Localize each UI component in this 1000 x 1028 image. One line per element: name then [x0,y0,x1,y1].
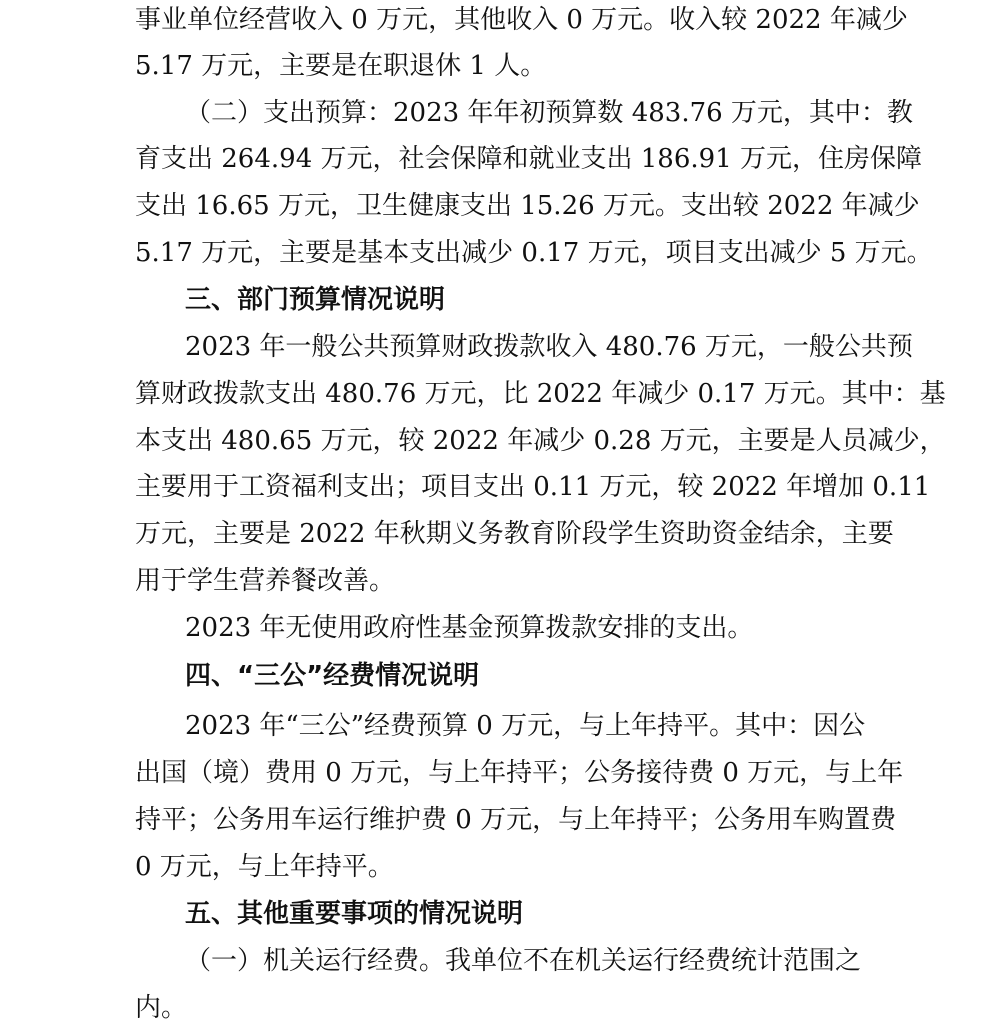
text-line: 出国（境）费用 0 万元，与上年持平；公务接待费 0 万元，与上年 [135,758,904,788]
text-line: 育支出 264.94 万元，社会保障和就业支出 186.91 万元，住房保障 [135,144,923,174]
text-line: 算财政拨款支出 480.76 万元，比 2022 年减少 0.17 万元。其中：基 [135,379,946,409]
text-line: 2023 年一般公共预算财政拨款收入 480.76 万元，一般公共预 [185,332,913,362]
section-heading: 四、“三公”经费情况说明 [185,661,480,691]
section-heading: 三、部门预算情况说明 [185,285,446,315]
text-line: 0 万元，与上年持平。 [135,852,394,882]
text-line: 内。 [135,993,188,1023]
text-line: 本支出 480.65 万元，较 2022 年减少 0.28 万元，主要是人员减少， [135,426,946,456]
text-line: 持平；公务用车运行维护费 0 万元，与上年持平；公务用车购置费 [135,805,897,835]
text-line: （一）机关运行经费。我单位不在机关运行经费统计范围之 [185,946,862,976]
text-line: 主要用于工资福利支出；项目支出 0.11 万元，较 2022 年增加 0.11 [135,472,931,502]
text-line: 5.17 万元，主要是在职退休 1 人。 [135,51,547,81]
text-line: 事业单位经营收入 0 万元，其他收入 0 万元。收入较 2022 年减少 [135,5,908,35]
text-line: 2023 年无使用政府性基金预算拨款安排的支出。 [185,613,754,643]
text-line: （二）支出预算：2023 年年初预算数 483.76 万元，其中：教 [185,98,913,128]
text-line: 5.17 万元，主要是基本支出减少 0.17 万元，项目支出减少 5 万元。 [135,238,933,268]
text-line: 2023 年“三公”经费预算 0 万元，与上年持平。其中：因公 [185,711,866,741]
text-line: 万元，主要是 2022 年秋期义务教育阶段学生资助资金结余，主要 [135,519,894,549]
section-heading: 五、其他重要事项的情况说明 [185,899,524,929]
text-line: 用于学生营养餐改善。 [135,566,396,596]
text-line: 支出 16.65 万元，卫生健康支出 15.26 万元。支出较 2022 年减少 [135,191,920,221]
